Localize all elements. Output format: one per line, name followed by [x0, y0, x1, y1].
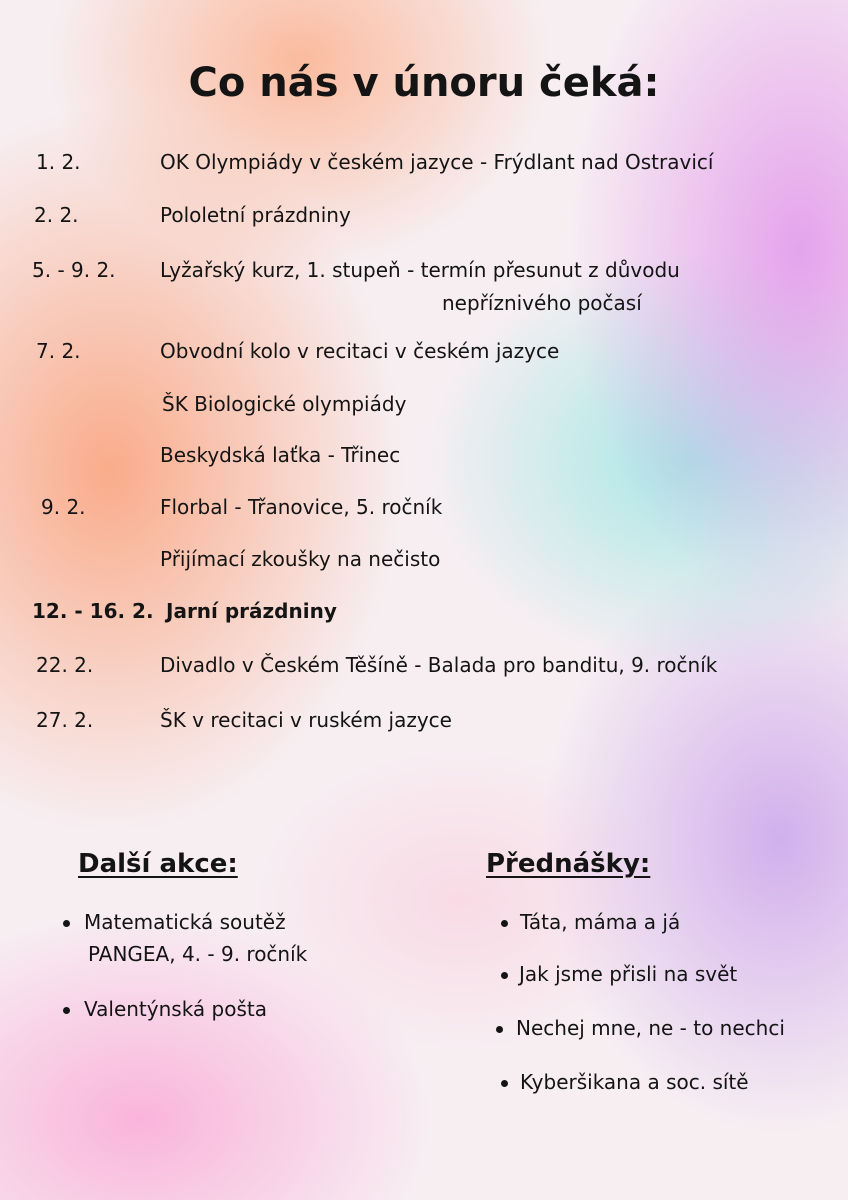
dalsi-akce-heading: Další akce: [78, 849, 238, 879]
list-item: Valentýnská pošta [84, 997, 267, 1021]
list-item: Kyberšikana a soc. sítě [520, 1070, 749, 1094]
event-text: Divadlo v Českém Těšíně - Balada pro banditu, 9. ročník [160, 653, 718, 677]
list-item-continued: PANGEA, 4. - 9. ročník [88, 942, 308, 966]
list-item: Matematická soutěž [84, 910, 286, 934]
event-date: 1. 2. [36, 150, 81, 174]
event-text: Jarní prázdniny [166, 599, 337, 623]
event-date: 27. 2. [36, 708, 94, 732]
event-text: ŠK v recitaci v ruském jazyce [160, 708, 452, 732]
event-text-continued: nepříznivého počasí [442, 291, 642, 315]
event-date: 22. 2. [36, 653, 94, 677]
bullet-icon [501, 1080, 508, 1087]
list-item: Táta, máma a já [520, 910, 681, 934]
event-date: 2. 2. [34, 203, 79, 227]
event-text: OK Olympiády v českém jazyce - Frýdlant nad Ostravicí [160, 150, 714, 174]
event-text: Obvodní kolo v recitaci v českém jazyce [160, 339, 560, 363]
page-title: Co nás v únoru čeká: [188, 60, 660, 106]
list-item: Jak jsme přisli na svět [519, 962, 738, 986]
prednasky-heading: Přednášky: [486, 849, 651, 879]
event-text: Pololetní prázdniny [160, 203, 351, 227]
bullet-icon [501, 972, 508, 979]
event-text: Beskydská laťka - Třinec [160, 443, 401, 467]
event-text: Lyžařský kurz, 1. stupeň - termín přesunut z důvodu [160, 258, 680, 282]
bullet-icon [496, 1026, 503, 1033]
event-date: 9. 2. [41, 495, 86, 519]
event-text: Přijímací zkoušky na nečisto [160, 547, 441, 571]
event-text: Florbal - Třanovice, 5. ročník [160, 495, 443, 519]
list-item: Nechej mne, ne - to nechci [516, 1016, 785, 1040]
event-date: 12. - 16. 2. [32, 599, 154, 623]
bullet-icon [501, 920, 508, 927]
event-text: ŠK Biologické olympiády [162, 392, 407, 416]
event-date: 5. - 9. 2. [32, 258, 116, 282]
event-date: 7. 2. [36, 339, 81, 363]
bullet-icon [63, 1007, 70, 1014]
bullet-icon [63, 920, 70, 927]
